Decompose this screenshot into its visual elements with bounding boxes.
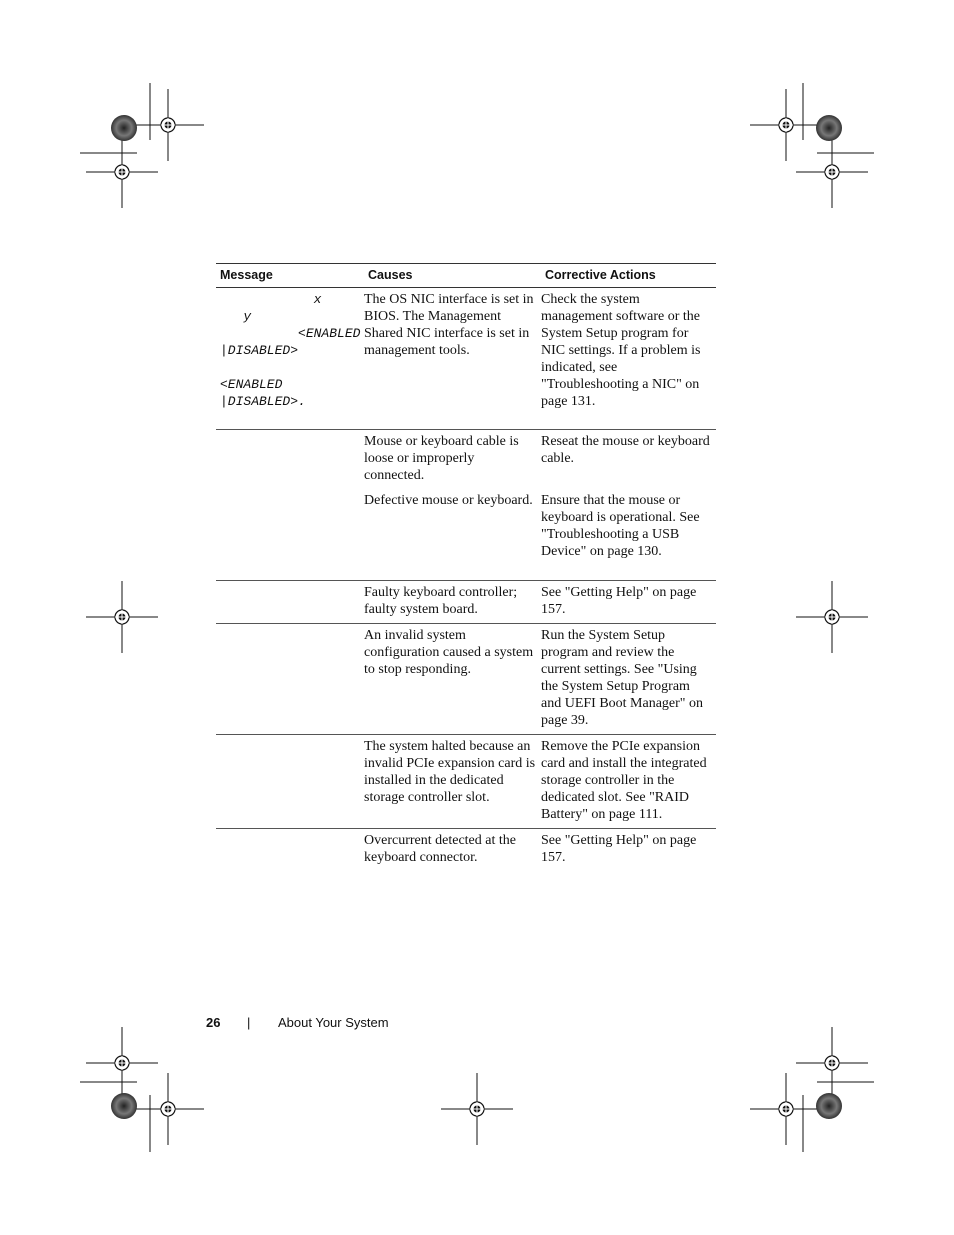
action-cell: See "Getting Help" on page 157.	[541, 833, 697, 865]
action-cell: Check the system management software or the System Setup program for NIC settings. If a problem is indicated, see "Troubleshooting a NIC" on page 131.	[541, 288, 716, 430]
header-corrective-actions: Corrective Actions	[541, 264, 716, 288]
message-cell: x y <ENABLED |DISABLED> <ENABLED |DISABLED>.	[220, 292, 361, 409]
cause-cell: The OS NIC interface is set in BIOS. The Management Shared NIC interface is set in management tools.	[364, 288, 541, 430]
error-message-table	[216, 263, 716, 866]
message-cell	[216, 484, 364, 581]
action-cell: See "Getting Help" on page 157.	[541, 581, 716, 624]
cause-cell: Overcurrent detected at the keyboard connector.	[364, 833, 516, 865]
table-row	[216, 484, 716, 581]
action-cell: Reseat the mouse or keyboard cable.	[541, 434, 710, 466]
message-cell	[216, 581, 364, 624]
table-row	[216, 829, 716, 867]
page-number: 26	[206, 1015, 221, 1030]
header-message: Message	[216, 264, 364, 288]
message-cell	[216, 624, 364, 735]
table-row	[216, 581, 716, 624]
footer-section-title: About Your System	[278, 1015, 389, 1030]
troubleshooting-table-container	[216, 263, 716, 866]
message-cell	[216, 829, 364, 867]
footer-separator: |	[247, 1015, 251, 1030]
table-row	[216, 288, 716, 430]
cause-cell: Mouse or keyboard cable is loose or improperly connected.	[364, 434, 519, 483]
cause-cell: Faulty keyboard controller; faulty system board.	[364, 581, 541, 624]
table-row	[216, 735, 716, 829]
table-row	[216, 430, 716, 485]
cause-cell: The system halted because an invalid PCIe expansion card is installed in the dedicated storage controller slot.	[364, 735, 541, 829]
message-cell	[216, 430, 364, 485]
action-cell: Remove the PCIe expansion card and install the integrated storage controller in the dedicated slot. See "RAID Battery" on page 111.	[541, 735, 716, 829]
table-row	[216, 624, 716, 735]
action-cell: Ensure that the mouse or keyboard is operational. See "Troubleshooting a USB Device" on page 130.	[541, 484, 716, 581]
cause-cell: Defective mouse or keyboard.	[364, 484, 541, 581]
cause-cell: An invalid system configuration caused a system to stop responding.	[364, 624, 541, 735]
table-header-row	[216, 264, 716, 288]
action-cell: Run the System Setup program and review the current settings. See "Using the System Setup Program and UEFI Boot Manager" on page 39.	[541, 624, 716, 735]
message-cell	[216, 735, 364, 829]
header-causes: Causes	[364, 264, 541, 288]
